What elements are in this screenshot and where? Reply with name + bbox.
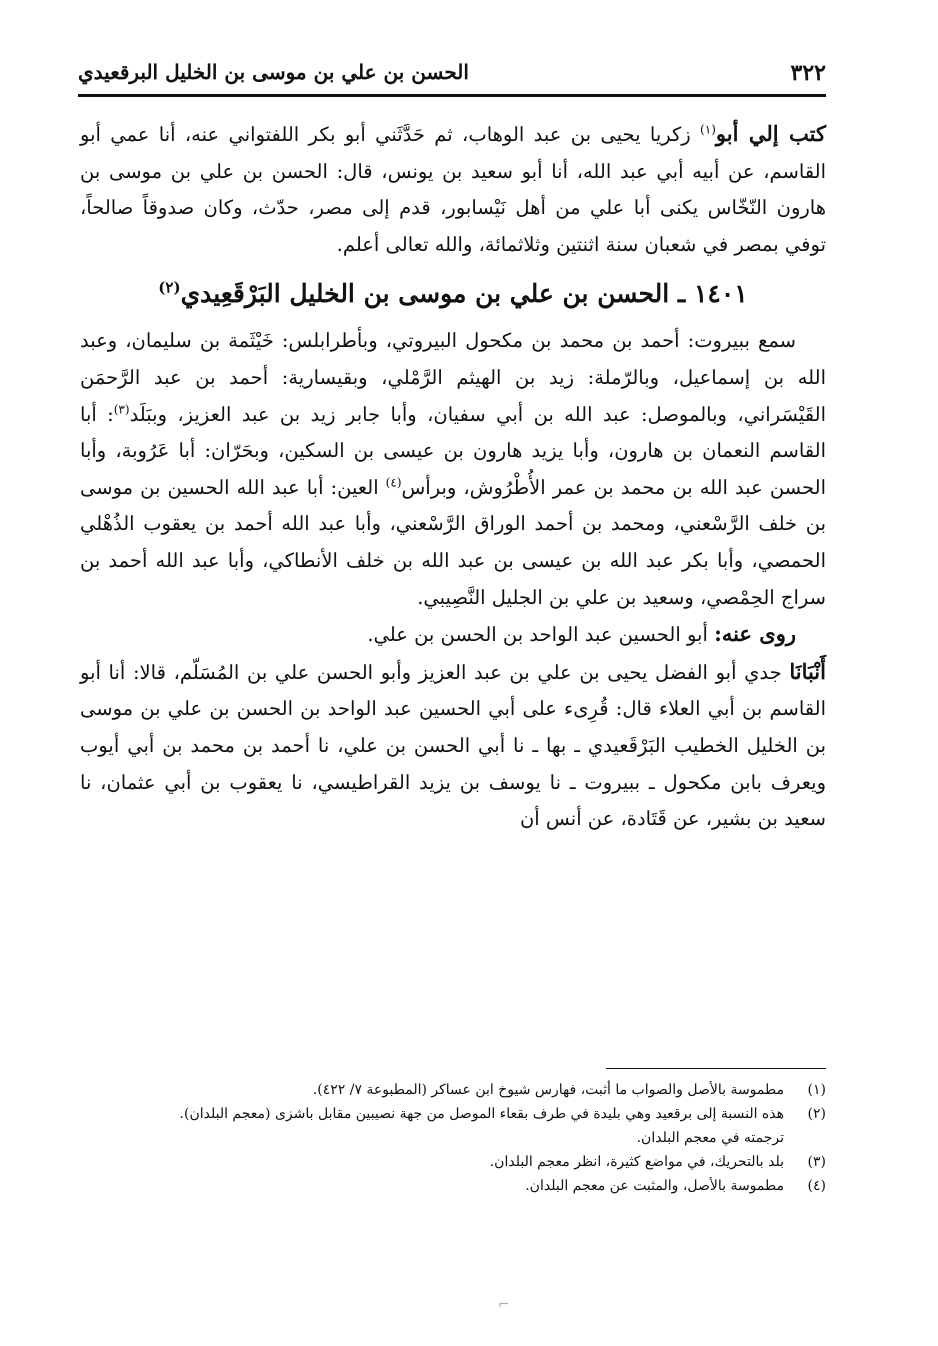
- narrated-by-lead: روى عنه:: [714, 621, 796, 647]
- footnote-ref-1: (١): [700, 122, 716, 137]
- running-title: الحسن بن علي بن موسى بن الخليل البرقعيدي: [78, 60, 469, 84]
- footnote-2-continuation: [80, 1126, 826, 1150]
- footnote-number: (٣): [807, 1154, 826, 1170]
- page-number: ٣٢٢: [790, 60, 826, 86]
- footnote-ref-2: (٢): [158, 279, 181, 298]
- footnote-text: ترجمته في معجم البلدان.: [636, 1130, 784, 1146]
- previous-entry-paragraph: [80, 116, 826, 263]
- isnad-lead: أَنْبَانَا: [789, 658, 826, 684]
- page-header: [78, 58, 826, 97]
- previous-entry-lead: كتب إلي أبو: [715, 121, 826, 146]
- footnote-number: (٤): [807, 1178, 826, 1194]
- heard-from-text-2: : أبا القاسم النعمان بن هارون، وأبا يزيد هارون بن عيسى بن السكين، وبحَرّان: أبا عَرُوبة، وأبا الحسن عبد الله بن محمد بن عمر الأُطْرُوش، وبرأس: [80, 402, 826, 499]
- footnote-3: [80, 1150, 826, 1174]
- footnotes: [80, 1078, 826, 1198]
- scan-artifact-mark: ⌐: [498, 1297, 510, 1313]
- footnote-text: مطموسة بالأصل، والمثبت عن معجم البلدان.: [525, 1178, 784, 1194]
- heard-from-paragraph: [80, 323, 826, 616]
- footnote-text: هذه النسبة إلى برقعيد وهي بليدة في طرف بقعاء الموصل من جهة نصيبين مقابل باشزى (معجم البلدان).: [179, 1106, 784, 1122]
- footnote-ref-3: (٣): [113, 402, 130, 417]
- heard-from-text-3: العين: أبا عبد الله الحسين بن موسى بن خلف الرَّسْعني، ومحمد بن أحمد الوراق الرَّسْعني، وأبا عبد الله أحمد بن يعقوب الذُهْلي الحمصي، وأبا بكر عبد الله بن عيسى بن عبد الله بن خلف الأنطاكي، وأبا عبد الله أحمد بن سراج الحِمْصي، وسعيد بن علي بن الجليل النَّصِيبي.: [80, 475, 826, 609]
- narrated-by-text: أبو الحسين عبد الواحد بن الحسن بن علي.: [367, 623, 715, 647]
- footnote-number: (١): [807, 1082, 826, 1098]
- heard-from-text-1: سمع ببيروت: أحمد بن محمد بن مكحول البيروتي، وبأطرابلس: خَيْثَمة بن سليمان، وعبد الله بن إسماعيل، وبالرّملة: زيد بن الهيثم الرَّمْلي، وبقيسارية: أحمد بن عبد الرَّحمَن القَيْسَراني، وبالموصل: عبد الله بن أبي سفيان، وأبا جابر زيد بن عبد العزيز، وببَلَد: [80, 329, 826, 426]
- isnad-paragraph: [80, 654, 826, 838]
- entry-heading-text: ١٤٠١ ـ الحسن بن علي بن موسى بن الخليل البَرْقَعِيدي: [180, 279, 748, 309]
- main-text: [80, 116, 826, 838]
- footnote-text: بلد بالتحريك، في مواضع كثيرة، انظر معجم البلدان.: [489, 1154, 784, 1170]
- isnad-text: جدي أبو الفضل يحيى بن علي بن عبد العزيز وأبو الحسن علي بن المُسَلّم، قالا: أنا أبو القاسم بن أبي العلاء قال: قُرِىء على أبي الحسين عبد الواحد بن الحسن بن علي بن موسى بن الخليل الخطيب البَرْقَعيدي ـ بها ـ نا أبي الحسن بن علي، نا أحمد بن محمد بن أبي أيوب ويعرف بابن مكحول ـ ببيروت ـ نا يوسف بن يزيد القراطيسي، نا يعقوب بن أبي عثمان، نا سعيد بن بشير، عن قَتَادة، عن أنس أن: [80, 660, 826, 831]
- footnote-2: [80, 1102, 826, 1126]
- narrated-by-paragraph: [80, 616, 826, 654]
- entry-heading: [80, 272, 826, 316]
- footnote-ref-4: (٤): [385, 475, 402, 490]
- footnote-separator: [606, 1068, 826, 1069]
- footnote-text: مطموسة بالأصل والصواب ما أثبت، فهارس شيوخ ابن عساكر (المطبوعة ٧/ ٤٢٢).: [312, 1082, 784, 1098]
- previous-entry-text: زكريا يحيى بن عبد الوهاب، ثم حَدَّثَني أبو بكر اللفتواني عنه، أنا عمي أبو القاسم، عن أبيه أبي عبد الله، أنا أبو سعيد بن يونس، قال: الحسن بن علي بن موسى بن هارون النّخّاس يكنى أبا علي من أهل نَيْسابور، قدم إلى مصر، حدّث، وكان صدوقاً صالحاً، توفي بمصر في شعبان سنة اثنتين وثلاثمائة، والله تعالى أعلم.: [80, 123, 826, 256]
- footnote-1: [80, 1078, 826, 1102]
- footnote-number: (٢): [807, 1106, 826, 1122]
- footnote-4: [80, 1174, 826, 1198]
